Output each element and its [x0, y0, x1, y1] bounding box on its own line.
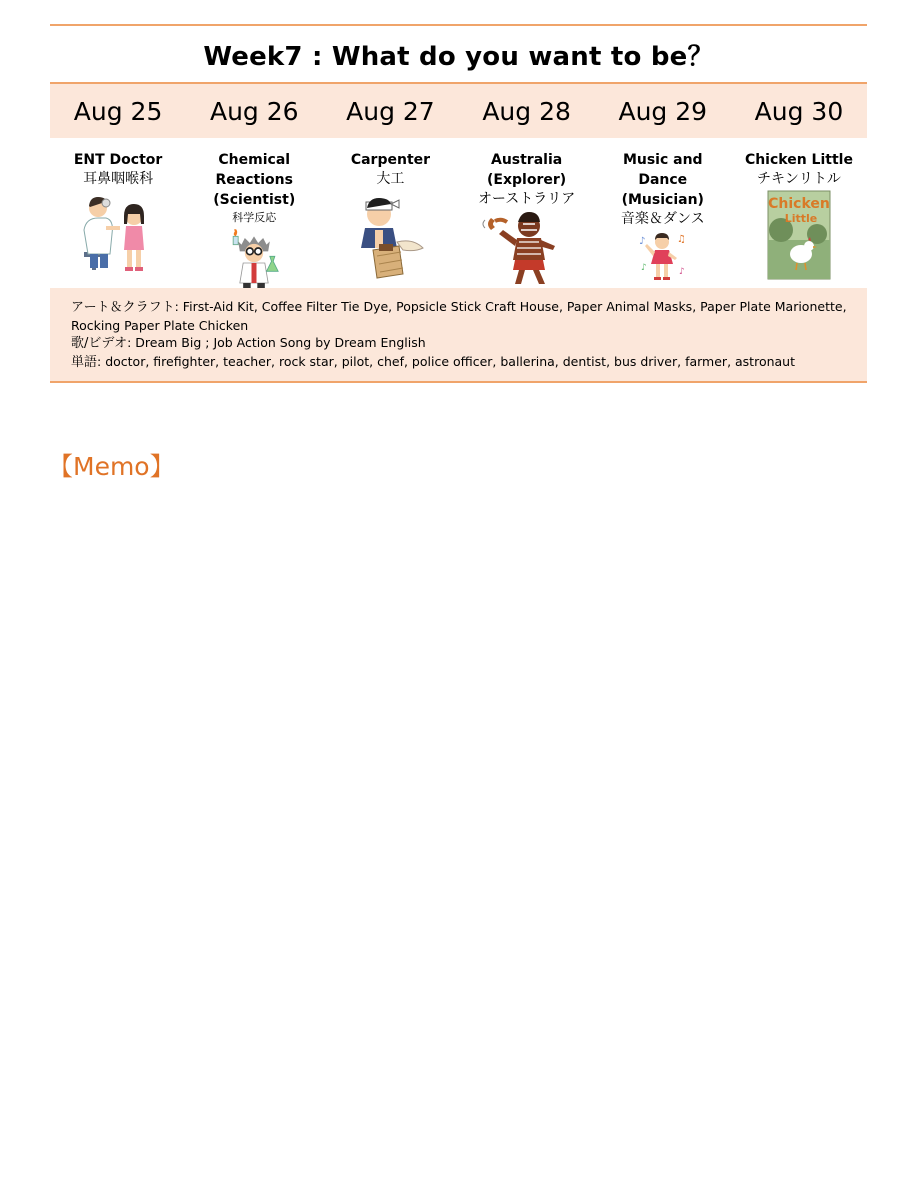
crafts-text: : First-Aid Kit, Coffee Filter Tie Dye, Popsicle Stick Craft House, Paper Animal Masks, Paper Plate Marionette, Rocking Paper Plate Chicken	[71, 299, 847, 333]
topic-japanese: チキンリトル	[757, 171, 841, 187]
topic-aug-30	[731, 138, 867, 288]
topic-row	[50, 138, 867, 288]
dancing-girl-music-notes-illustration	[637, 230, 689, 282]
topic-aug-25	[50, 138, 186, 288]
topic-japanese: 音楽＆ダンス	[620, 211, 705, 227]
svg-text:♪: ♪	[638, 236, 646, 247]
words-label: 単語	[71, 354, 98, 370]
svg-text:Little: Little	[784, 212, 818, 225]
songs-line	[71, 334, 847, 353]
topic-japanese: 耳鼻咽喉科	[83, 171, 154, 187]
topic-english: Chicken Little	[744, 152, 853, 168]
date-aug-30: Aug 30	[754, 96, 844, 126]
crafts-label: アート＆クラフト	[71, 300, 175, 315]
date-aug-28: Aug 28	[482, 96, 571, 126]
topic-japanese: オーストラリア	[477, 191, 576, 207]
topic-english: Chemical Reactions (Scientist)	[213, 152, 296, 208]
topic-aug-27	[322, 138, 458, 288]
topic-aug-29	[595, 138, 731, 288]
weekly-plan-sheet	[50, 24, 867, 383]
date-aug-29: Aug 29	[618, 96, 708, 126]
date-aug-25: Aug 25	[73, 96, 163, 126]
topic-english: Australia (Explorer)	[487, 152, 567, 188]
svg-text:♫: ♫	[676, 234, 686, 245]
topic-japanese: 大工	[376, 171, 405, 187]
scientist-with-flasks-illustration	[219, 228, 289, 288]
page-title: Week7 : What do you want to be？	[203, 41, 714, 72]
crafts-line	[71, 298, 847, 334]
date-row	[50, 84, 867, 138]
svg-text:♪: ♪	[640, 263, 647, 273]
bottom-rule	[50, 381, 867, 383]
date-aug-27: Aug 27	[346, 96, 435, 126]
topic-aug-28	[459, 138, 595, 288]
memo-heading: 【Memo】	[48, 452, 175, 481]
topic-japanese: 科学反応	[232, 211, 277, 224]
activity-details	[50, 288, 867, 381]
topic-english: Music and Dance (Musician)	[621, 152, 704, 208]
topic-english: ENT Doctor	[73, 152, 163, 168]
songs-text: : Dream Big ; Job Action Song by Dream English	[127, 335, 426, 350]
ent-doctor-examining-child-illustration	[76, 190, 160, 274]
aboriginal-man-boomerang-illustration	[481, 210, 573, 284]
topic-english: Carpenter	[350, 152, 431, 168]
carpenter-planing-wood-illustration	[353, 190, 427, 280]
topic-aug-26	[186, 138, 322, 288]
chicken-little-book-cover	[767, 190, 831, 280]
date-aug-26: Aug 26	[209, 96, 299, 126]
svg-text:Chicken: Chicken	[768, 196, 830, 212]
words-text: : doctor, firefighter, teacher, rock star, pilot, chef, police officer, ballerina, dentist, bus driver, farmer, astronaut	[97, 353, 796, 369]
words-line	[71, 353, 847, 372]
songs-label: 歌/ビデオ	[71, 336, 128, 351]
svg-text:♪: ♪	[678, 267, 685, 277]
